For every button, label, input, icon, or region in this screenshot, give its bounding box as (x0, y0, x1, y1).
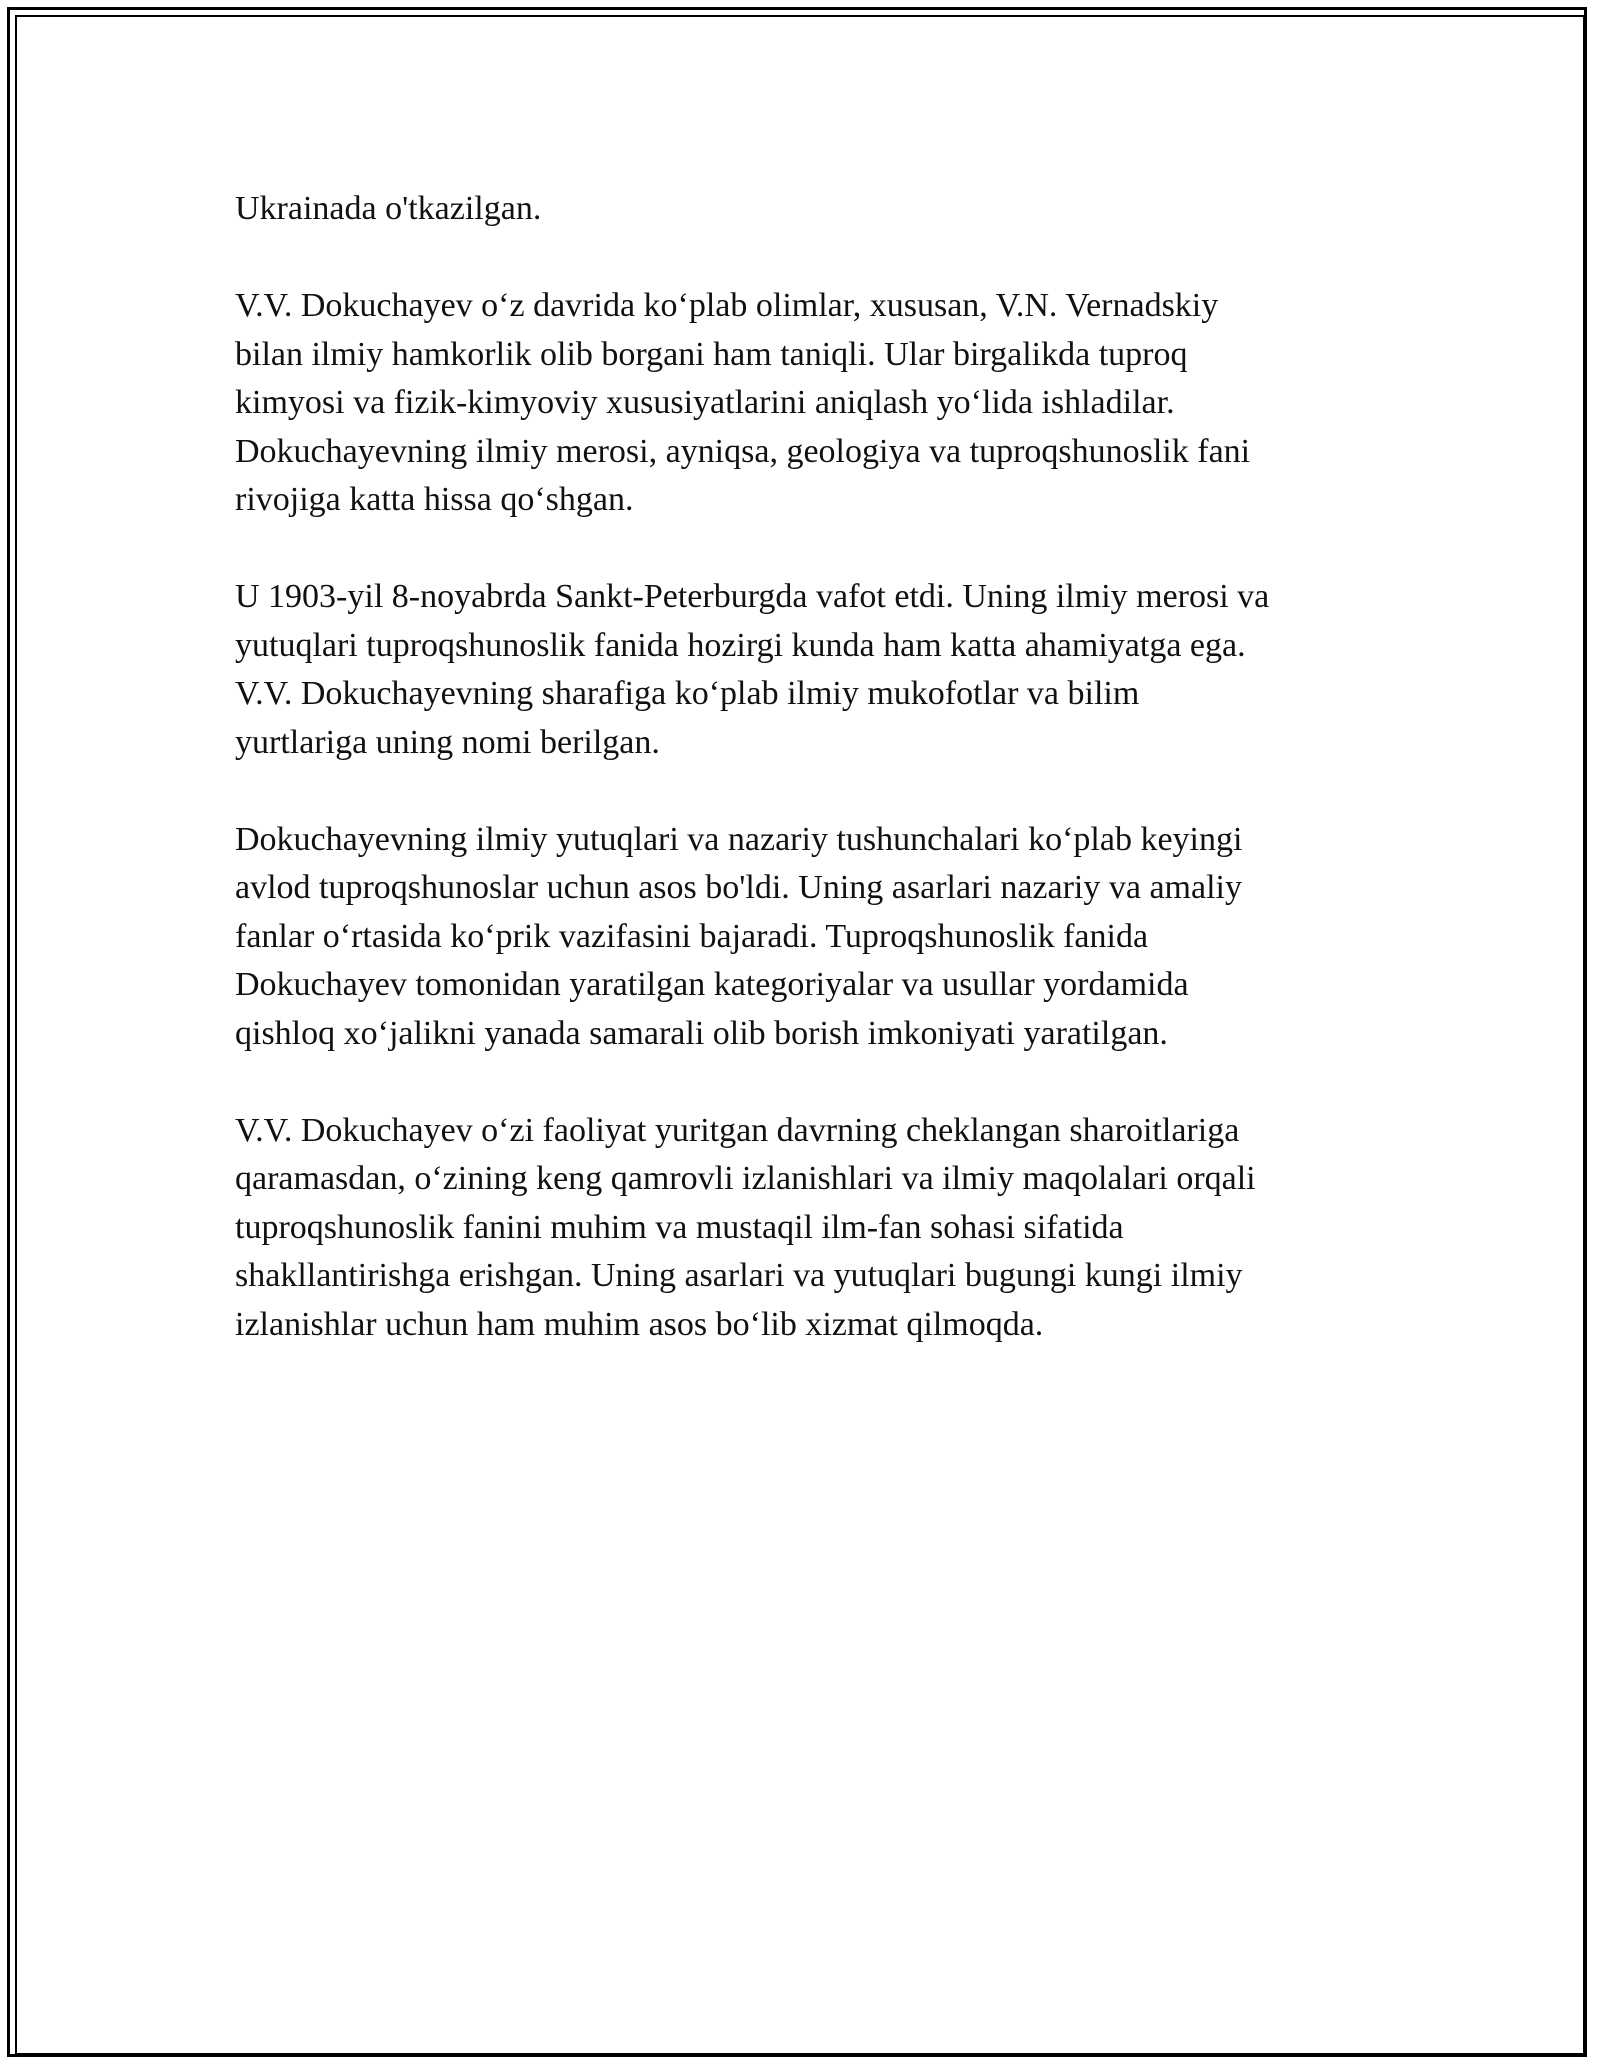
text-line: rivojiga katta hissa qo‘shgan. (235, 481, 634, 518)
text-line: shakllantirishga erishgan. Uning asarlari va yutuqlari bugungi kungi ilmiy (235, 1257, 1243, 1294)
text-line: U 1903-yil 8-noyabrda Sankt-Peterburgda vafot etdi. Uning ilmiy merosi va (235, 578, 1270, 615)
text-line: yutuqlari tuproqshunoslik fanida hozirgi kunda ham katta ahamiyatga ega. (235, 626, 1246, 664)
text-line: Ukrainada o'tkazilgan. (235, 190, 542, 227)
paragraph-2 (235, 282, 1375, 525)
text-line: izlanishlar uchun ham muhim asos bo‘lib xizmat qilmoqda. (235, 1305, 1044, 1343)
paragraph-4 (235, 816, 1375, 1059)
paragraph-5 (235, 1107, 1375, 1350)
text-line: fanlar o‘rtasida ko‘prik vazifasini bajaradi. Tuproqshunoslik fanida (235, 917, 1149, 955)
text-line: bilan ilmiy hamkorlik olib borgani ham taniqli. Ular birgalikda tuproq (235, 335, 1188, 373)
text-line: avlod tuproqshunoslar uchun asos bo'ldi. Uning asarlari nazariy va amaliy (235, 869, 1242, 906)
text-line: qaramasdan, o‘zining keng qamrovli izlanishlari va ilmiy maqolalari orqali (235, 1160, 1256, 1197)
paragraph-3 (235, 573, 1375, 767)
text-line: Dokuchayev tomonidan yaratilgan kategoriyalar va usullar yordamida (235, 966, 1189, 1003)
paragraph-1 (235, 185, 1375, 234)
document-body (235, 185, 1375, 1349)
text-line: V.V. Dokuchayev o‘z davrida ko‘plab olimlar, xususan, V.N. Vernadskiy (235, 287, 1219, 324)
text-line: tuproqshunoslik fanini muhim va mustaqil ilm-fan sohasi sifatida (235, 1208, 1124, 1246)
text-line: qishloq xo‘jalikni yanada samarali olib borish imkoniyati yaratilgan. (235, 1014, 1168, 1052)
text-line: V.V. Dokuchayev o‘zi faoliyat yuritgan davrning cheklangan sharoitlariga (235, 1111, 1240, 1149)
text-line: Dokuchayevning ilmiy merosi, ayniqsa, geologiya va tuproqshunoslik fani (235, 432, 1251, 470)
text-line: Dokuchayevning ilmiy yutuqlari va nazariy tushunchalari ko‘plab keyingi (235, 820, 1243, 858)
text-line: V.V. Dokuchayevning sharafiga ko‘plab ilmiy mukofotlar va bilim (235, 675, 1140, 712)
text-line: kimyosi va fizik-kimyoviy xususiyatlarini aniqlash yo‘lida ishladilar. (235, 384, 1175, 421)
text-line: yurtlariga uning nomi berilgan. (235, 723, 660, 761)
